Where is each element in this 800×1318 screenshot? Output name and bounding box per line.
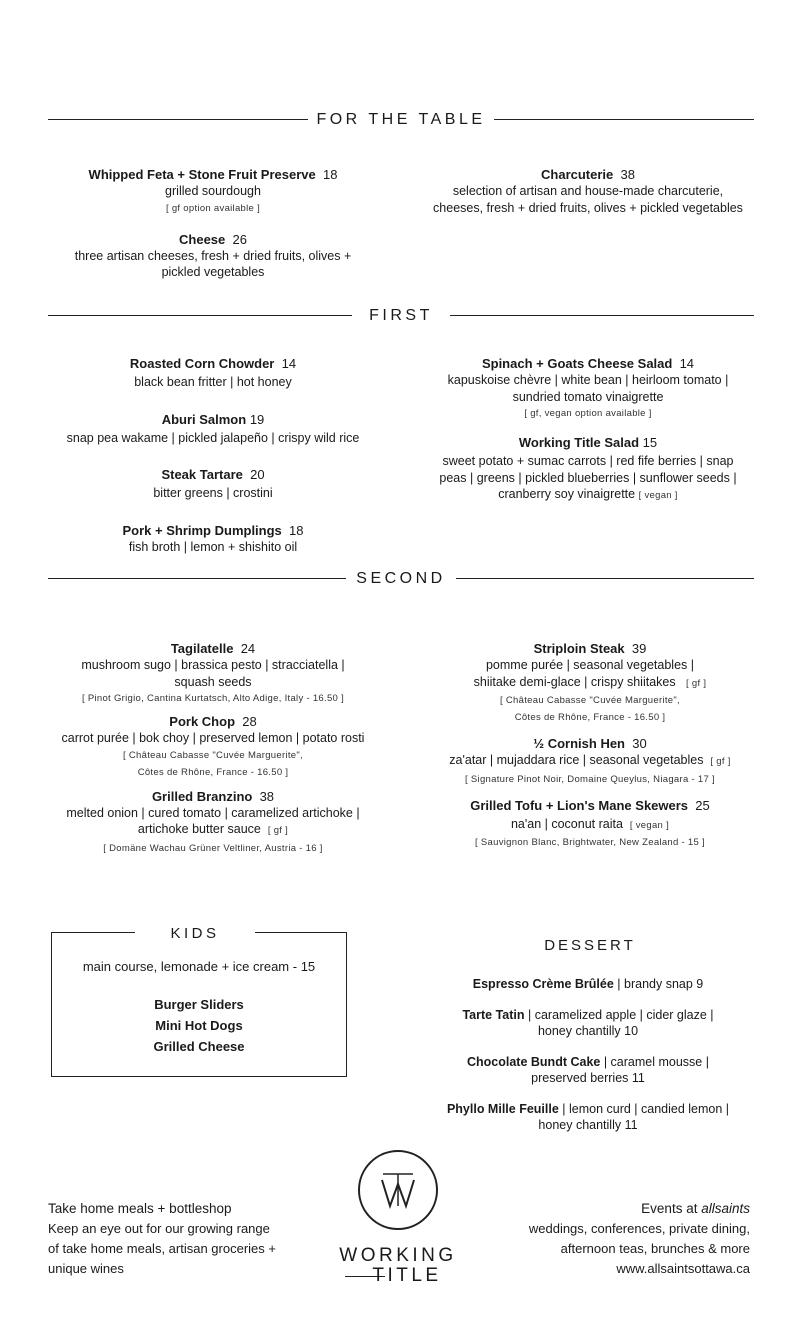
item-note: [ gf, vegan option available ] [524,408,652,419]
item-desc: shiitake demi-glace | crispy shiitakes [473,674,676,689]
menu-item [48,411,378,447]
dessert-name: Tarte Tatin [462,1007,525,1022]
item-desc: cranberry soy vinaigrette [498,487,636,501]
item-desc: melted onion | cured tomato | caramelized artichoke | [66,805,360,820]
item-price: 28 [242,714,257,729]
item-desc: pickled vegetables [161,265,265,279]
footer-left-line: of take home meals, artisan groceries + [48,1241,276,1256]
item-price: 18 [289,522,304,538]
section-title: FOR THE TABLE [316,111,486,128]
dessert-desc: | caramel mousse | [600,1054,709,1069]
wine-pairing: Côtes de Rhône, France - 16.50 ] [137,766,289,778]
item-desc: sweet potato + sumac carrots | red fife berries | snap [442,454,734,468]
item-desc: cheeses, fresh + dried fruits, olives + pickled vegetables [433,200,743,215]
dessert-item [430,1101,746,1134]
item-note: [ gf ] [267,825,289,836]
wine-pairing: [ Sauvignon Blanc, Brightwater, New Zealand - 15 ] [475,837,705,848]
item-name: Grilled Tofu + Lion's Mane Skewers [470,797,689,813]
item-desc: snap pea wakame | pickled jalapeño | crispy wild rice [66,430,360,445]
dessert-name: Chocolate Bundt Cake [467,1054,601,1069]
section-title-kids: KIDS [135,924,255,944]
footer-right-title-em: allsaints [701,1201,750,1216]
item-name: Spinach + Goats Cheese Salad [481,356,673,371]
menu-item [420,735,760,788]
wine-pairing: [ Signature Pinot Noir, Domaine Queylus, Niagara - 17 ] [465,773,715,785]
item-price: 26 [232,231,247,247]
kids-item: Mini Hot Dogs [155,1018,243,1033]
dessert-item [430,976,746,993]
first-left [48,355,378,555]
item-note: [ gf ] [686,677,707,689]
item-price: 20 [250,467,265,482]
item-note: [ gf ] [710,756,731,767]
item-note: [ vegan ] [629,819,670,831]
item-name: Cheese [179,231,226,247]
item-price: 14 [679,356,695,371]
dessert-item [430,1054,746,1087]
footer-right [470,1199,750,1279]
item-price: 38 [620,167,635,182]
menu-item [48,166,378,217]
kids-intro: main course, lemonade + ice cream - 15 [82,959,316,974]
item-name: Roasted Corn Chowder [129,356,275,371]
item-name: Charcuterie [541,167,614,182]
wine-pairing: Côtes de Rhône, France - 16.50 ] [514,712,666,723]
menu-item [420,797,760,852]
item-desc: na'an | coconut raita [510,816,623,831]
item-desc: fish broth | lemon + shishito oil [128,539,298,554]
footer-right-line: weddings, conferences, private dining, [528,1221,750,1236]
dessert-name: Espresso Crème Brûlée [472,977,614,991]
wine-pairing: [ Pinot Grigio, Cantina Kurtatsch, Alto Adige, Italy - 16.50 ] [81,693,345,704]
menu-item [48,466,378,502]
menu-item [48,231,378,281]
dessert-desc: | brandy snap 9 [613,977,704,991]
item-name: Steak Tartare [161,467,243,482]
section-header-first [48,306,754,326]
section-header-for-the-table [48,110,754,130]
menu-item [418,434,758,505]
menu-item [45,640,381,707]
logo-mark-icon [360,1152,436,1228]
item-name: Whipped Feta + Stone Fruit Preserve [88,167,316,182]
item-desc: kapuskoise chèvre | white bean | heirloom tomato | [447,373,729,387]
website-link[interactable]: www.allsaintsottawa.ca [616,1261,750,1276]
item-name: Grilled Branzino [151,788,253,804]
item-price: 18 [322,167,338,182]
item-name: Working Title Salad [518,435,640,450]
item-name: Tagilatelle [170,641,234,656]
item-desc: three artisan cheeses, fresh + dried fruits, olives + [74,248,352,263]
item-note: [ gf option available ] [165,202,261,214]
section-header-second [48,569,754,589]
wine-pairing: [ Château Cabasse "Cuvée Marguerite", [500,695,680,706]
menu-item [418,355,758,422]
item-price: 14 [281,356,297,371]
item-price: 24 [240,641,256,656]
item-price: 39 [631,641,647,656]
section-title-dessert: DESSERT [544,937,636,954]
menu-item [48,522,378,556]
logo-text-title: TITLE [372,1265,442,1286]
item-desc: carrot purée | bok choy | preserved lemon | potato rosti [61,731,365,745]
wine-pairing: [ Château Cabasse "Cuvée Marguerite", [123,749,303,761]
item-price: 25 [695,797,710,813]
item-desc: selection of artisan and house-made charcuterie, [452,184,724,198]
item-name: Striploin Steak [533,641,625,656]
dessert-item [430,1007,746,1040]
dessert-desc: honey chantilly 11 [538,1118,638,1132]
item-desc: black bean fritter | hot honey [134,375,292,389]
item-desc: peas | greens | pickled blueberries | sunflower seeds | [439,470,737,485]
dessert-desc: honey chantilly 10 [537,1024,639,1038]
wine-pairing: [ Domäne Wachau Grüner Veltliner, Austria - 16 ] [103,842,323,854]
first-right [418,355,758,505]
item-name: Pork Chop [169,714,236,729]
dessert-list [430,976,746,1134]
item-desc: bitter greens | crostini [153,486,273,500]
dessert-desc: preserved berries 11 [531,1071,645,1085]
second-right [420,640,760,851]
footer-right-title: Events at [641,1201,702,1216]
dessert-desc: | lemon curd | candied lemon | [558,1101,730,1116]
item-desc: za'atar | mujaddara rice | seasonal vegetables [449,753,704,767]
for-the-table-right [418,166,758,216]
item-desc: squash seeds [174,674,252,689]
kids-item: Burger Sliders [154,997,244,1012]
for-the-table-left [48,166,378,281]
footer-left-line: unique wines [48,1261,124,1276]
kids-content [51,958,347,1057]
second-left [45,640,381,857]
footer-left-line: Keep an eye out for our growing range [48,1221,270,1236]
footer-right-line: afternoon teas, brunches & more [560,1241,750,1256]
menu-item [48,355,378,391]
item-price: 38 [259,788,275,804]
menu-item [45,788,381,857]
kids-item: Grilled Cheese [153,1039,245,1054]
item-desc: artichoke butter sauce [137,822,261,836]
item-price: 19 [249,411,265,427]
item-note: [ vegan ] [638,490,678,501]
logo-circle [358,1150,438,1230]
dessert-name: Phyllo Mille Feuille [446,1101,559,1116]
item-name: Aburi Salmon [161,411,247,427]
footer-left-title: Take home meals + bottleshop [48,1201,232,1216]
menu-item [418,166,758,216]
logo-text-working: WORKING [339,1245,457,1266]
item-desc: pomme purée | seasonal vegetables | [485,658,694,672]
item-price: 30 [632,736,647,751]
footer-left [48,1199,328,1279]
item-name: ½ Cornish Hen [533,736,626,751]
item-name: Pork + Shrimp Dumplings [122,522,282,538]
menu-item [420,640,760,726]
item-price: 15 [642,435,658,450]
section-title: SECOND [356,570,446,587]
item-desc: grilled sourdough [165,184,261,198]
item-desc: mushroom sugo | brassica pesto | stracciatella | [81,658,345,672]
dessert-desc: | caramelized apple | cider glaze | [524,1007,714,1022]
section-title: FIRST [369,307,433,324]
menu-item [45,713,381,781]
item-desc: sundried tomato vinaigrette [512,389,664,404]
